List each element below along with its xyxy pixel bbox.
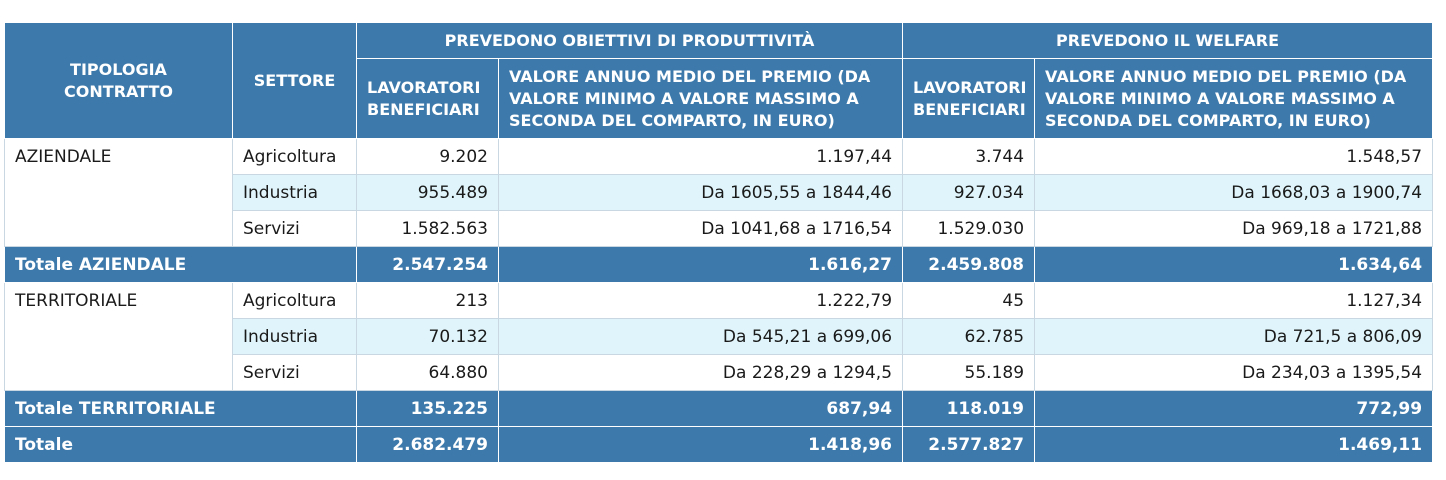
valore-cell: 1.222,79 xyxy=(499,283,903,319)
total-valore: 1.634,64 xyxy=(1035,247,1433,283)
valore-cell: Da 1041,68 a 1716,54 xyxy=(499,211,903,247)
settore-cell: Agricoltura xyxy=(233,283,357,319)
data-table xyxy=(4,22,1433,463)
lavoratori-cell: 1.529.030 xyxy=(903,211,1035,247)
total-lavoratori: 2.577.827 xyxy=(903,427,1035,463)
lavoratori-cell: 213 xyxy=(357,283,499,319)
lavoratori-cell: 1.582.563 xyxy=(357,211,499,247)
total-lavoratori: 2.547.254 xyxy=(357,247,499,283)
valore-cell: Da 228,29 a 1294,5 xyxy=(499,355,903,391)
header-settore: SETTORE xyxy=(233,23,357,139)
valore-cell: Da 234,03 a 1395,54 xyxy=(1035,355,1433,391)
total-label: Totale AZIENDALE xyxy=(5,247,357,283)
header-valore-1: VALORE ANNUO MEDIO DEL PREMIO (DA VALORE MINIMO A VALORE MASSIMO A SECONDA DEL COMPARTO, IN EURO) xyxy=(499,59,903,139)
total-label: Totale xyxy=(5,427,357,463)
header-group-welfare: PREVEDONO IL WELFARE xyxy=(903,23,1433,59)
header-tipologia: TIPOLOGIA CONTRATTO xyxy=(5,23,233,139)
total-valore: 1.469,11 xyxy=(1035,427,1433,463)
valore-cell: 1.548,57 xyxy=(1035,139,1433,175)
lavoratori-cell: 9.202 xyxy=(357,139,499,175)
total-row-territoriale xyxy=(5,391,1433,427)
valore-cell: Da 721,5 a 806,09 xyxy=(1035,319,1433,355)
lavoratori-cell: 70.132 xyxy=(357,319,499,355)
settore-cell: Servizi xyxy=(233,355,357,391)
lavoratori-cell: 55.189 xyxy=(903,355,1035,391)
header-valore-2: VALORE ANNUO MEDIO DEL PREMIO (DA VALORE MINIMO A VALORE MASSIMO A SECONDA DEL COMPARTO, IN EURO) xyxy=(1035,59,1433,139)
table-row xyxy=(5,283,1433,319)
valore-cell: Da 545,21 a 699,06 xyxy=(499,319,903,355)
lavoratori-cell: 62.785 xyxy=(903,319,1035,355)
settore-cell: Servizi xyxy=(233,211,357,247)
lavoratori-cell: 927.034 xyxy=(903,175,1035,211)
valore-cell: 1.197,44 xyxy=(499,139,903,175)
settore-cell: Industria xyxy=(233,319,357,355)
lavoratori-cell: 3.744 xyxy=(903,139,1035,175)
total-valore: 1.418,96 xyxy=(499,427,903,463)
data-table-container xyxy=(4,22,1432,463)
valore-cell: Da 969,18 a 1721,88 xyxy=(1035,211,1433,247)
grand-total-row xyxy=(5,427,1433,463)
total-valore: 772,99 xyxy=(1035,391,1433,427)
total-lavoratori: 2.459.808 xyxy=(903,247,1035,283)
total-label: Totale TERRITORIALE xyxy=(5,391,357,427)
total-lavoratori: 118.019 xyxy=(903,391,1035,427)
tipologia-territoriale: TERRITORIALE xyxy=(5,283,233,391)
total-valore: 687,94 xyxy=(499,391,903,427)
total-row-aziendale xyxy=(5,247,1433,283)
settore-cell: Agricoltura xyxy=(233,139,357,175)
lavoratori-cell: 45 xyxy=(903,283,1035,319)
valore-cell: Da 1605,55 a 1844,46 xyxy=(499,175,903,211)
valore-cell: 1.127,34 xyxy=(1035,283,1433,319)
lavoratori-cell: 64.880 xyxy=(357,355,499,391)
total-valore: 1.616,27 xyxy=(499,247,903,283)
total-lavoratori: 135.225 xyxy=(357,391,499,427)
settore-cell: Industria xyxy=(233,175,357,211)
table-row xyxy=(5,139,1433,175)
total-lavoratori: 2.682.479 xyxy=(357,427,499,463)
valore-cell: Da 1668,03 a 1900,74 xyxy=(1035,175,1433,211)
header-lavoratori-1: LAVORATORI BENEFICIARI xyxy=(357,59,499,139)
header-lavoratori-2: LAVORATORI BENEFICIARI xyxy=(903,59,1035,139)
header-group-produttivita: PREVEDONO OBIETTIVI DI PRODUTTIVITÀ xyxy=(357,23,903,59)
tipologia-aziendale: AZIENDALE xyxy=(5,139,233,247)
lavoratori-cell: 955.489 xyxy=(357,175,499,211)
